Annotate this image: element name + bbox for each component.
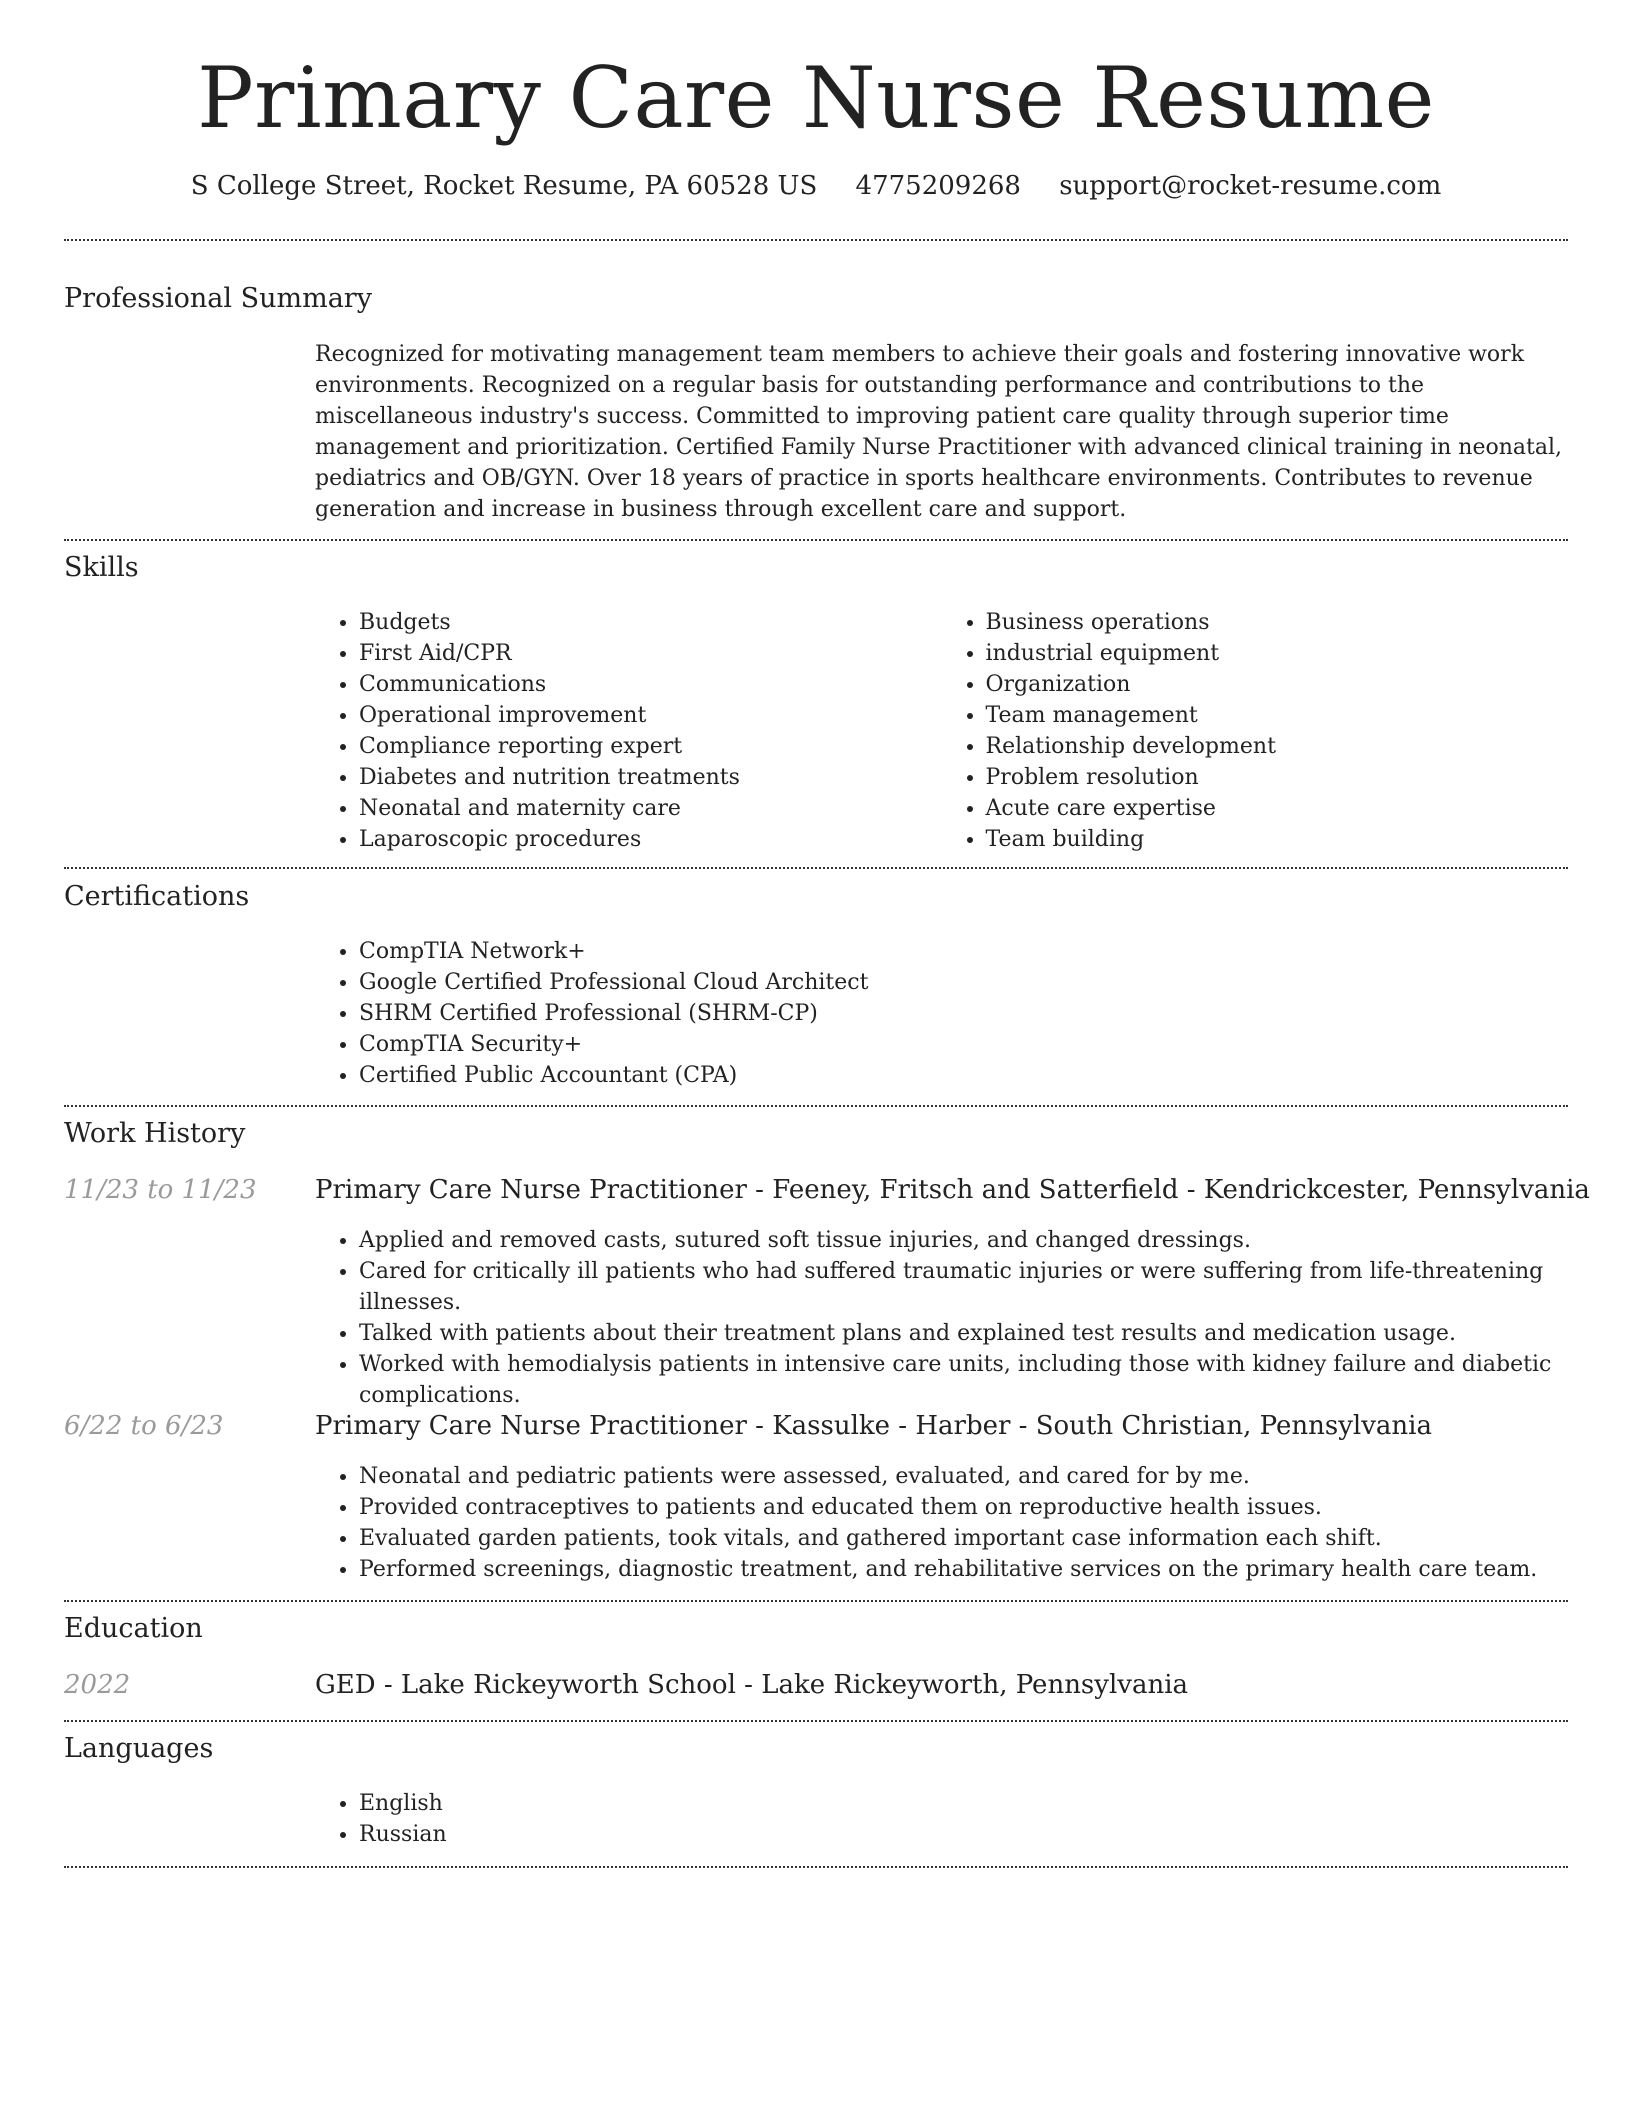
languages-list xyxy=(315,1788,1568,1850)
skill-item: • Acute care expertise xyxy=(986,793,1569,824)
job-bullets-block xyxy=(315,1461,1568,1585)
certifications-list xyxy=(315,936,1568,1091)
job-bullets xyxy=(315,1225,1568,1411)
languages-block xyxy=(315,1788,1568,1850)
divider xyxy=(64,1600,1568,1602)
skill-item: • Problem resolution xyxy=(986,762,1569,793)
job-bullet: • Evaluated garden patients, took vitals, and gathered important case information each shift. xyxy=(359,1523,1568,1554)
resume-header xyxy=(0,48,1632,201)
divider xyxy=(64,1720,1568,1722)
section-title-work: Work History xyxy=(64,1118,246,1149)
skill-item: • Neonatal and maternity care xyxy=(359,793,942,824)
contact-phone: 4775209268 xyxy=(855,170,1021,201)
job-dates: 11/23 to 11/23 xyxy=(64,1175,257,1205)
certification-item: • Google Certified Professional Cloud Architect xyxy=(359,967,1568,998)
summary-text: Recognized for motivating management team members to achieve their goals and fostering innovative work environments. Recognized on a regular basis for outstanding performance and contributions to the miscellaneous industry's success. Committed to improving patient care quality through superior time management and prioritization. Certified Family Nurse Practitioner with advanced clinical training in neonatal, pediatrics and OB/GYN. Over 18 years of practice in sports healthcare environments. Contributes to revenue generation and increase in business through excellent care and support. xyxy=(315,342,1562,522)
divider xyxy=(64,1105,1568,1107)
skill-item: • Team management xyxy=(986,700,1569,731)
skill-item: • Relationship development xyxy=(986,731,1569,762)
job-bullets xyxy=(315,1461,1568,1585)
skill-item: • Laparoscopic procedures xyxy=(359,824,942,855)
certification-item: • Certified Public Accountant (CPA) xyxy=(359,1060,1568,1091)
skill-item: • Team building xyxy=(986,824,1569,855)
skill-item: • Compliance reporting expert xyxy=(359,731,942,762)
divider xyxy=(64,1866,1568,1868)
divider xyxy=(64,239,1568,241)
skill-item: • Diabetes and nutrition treatments xyxy=(359,762,942,793)
contact-address: S College Street, Rocket Resume, PA 60528 US xyxy=(190,170,818,201)
job-bullet: • Performed screenings, diagnostic treatment, and rehabilitative services on the primary health care team. xyxy=(359,1554,1568,1585)
job-heading: Primary Care Nurse Practitioner - Feeney, Fritsch and Satterfield - Kendrickcester, Pennsylvania xyxy=(315,1175,1590,1205)
skills-block xyxy=(315,607,1568,855)
skill-item: • First Aid/CPR xyxy=(359,638,942,669)
summary-block xyxy=(315,339,1568,525)
job-bullet: • Talked with patients about their treatment plans and explained test results and medication usage. xyxy=(359,1318,1568,1349)
job-bullet: • Provided contraceptives to patients and educated them on reproductive health issues. xyxy=(359,1492,1568,1523)
certification-item: • CompTIA Network+ xyxy=(359,936,1568,967)
resume-title: Primary Care Nurse Resume xyxy=(197,49,1435,147)
job-bullet: • Neonatal and pediatric patients were assessed, evaluated, and cared for by me. xyxy=(359,1461,1568,1492)
section-title-languages: Languages xyxy=(64,1733,214,1764)
job-bullet: • Applied and removed casts, sutured soft tissue injuries, and changed dressings. xyxy=(359,1225,1568,1256)
certifications-block xyxy=(315,936,1568,1091)
job-dates: 6/22 to 6/23 xyxy=(64,1411,224,1441)
job-bullet: • Cared for critically ill patients who had suffered traumatic injuries or were suffering from life-threatening illnesses. xyxy=(359,1256,1568,1318)
skill-item: • Communications xyxy=(359,669,942,700)
language-item: • Russian xyxy=(359,1819,1568,1850)
job-bullet: • Worked with hemodialysis patients in intensive care units, including those with kidney failure and diabetic complications. xyxy=(359,1349,1568,1411)
certification-item: • SHRM Certified Professional (SHRM-CP) xyxy=(359,998,1568,1029)
skills-list-left xyxy=(315,607,942,855)
divider xyxy=(64,867,1568,869)
skill-item: • Organization xyxy=(986,669,1569,700)
language-item: • English xyxy=(359,1788,1568,1819)
section-title-skills: Skills xyxy=(64,552,139,583)
divider xyxy=(64,539,1568,541)
skill-item: • Budgets xyxy=(359,607,942,638)
contact-line xyxy=(0,171,1632,201)
section-title-education: Education xyxy=(64,1613,203,1644)
skill-item: • Business operations xyxy=(986,607,1569,638)
contact-email: support@rocket-resume.com xyxy=(1059,170,1442,201)
skill-item: • Operational improvement xyxy=(359,700,942,731)
education-year: 2022 xyxy=(64,1670,131,1700)
section-title-summary: Professional Summary xyxy=(64,283,372,314)
certification-item: • CompTIA Security+ xyxy=(359,1029,1568,1060)
section-title-certifications: Certifications xyxy=(64,881,250,912)
education-entry: GED - Lake Rickeyworth School - Lake Rickeyworth, Pennsylvania xyxy=(315,1670,1189,1700)
job-bullets-block xyxy=(315,1225,1568,1411)
job-heading: Primary Care Nurse Practitioner - Kassulke - Harber - South Christian, Pennsylvania xyxy=(315,1411,1432,1441)
skill-item: • industrial equipment xyxy=(986,638,1569,669)
skills-list-right xyxy=(942,607,1569,855)
